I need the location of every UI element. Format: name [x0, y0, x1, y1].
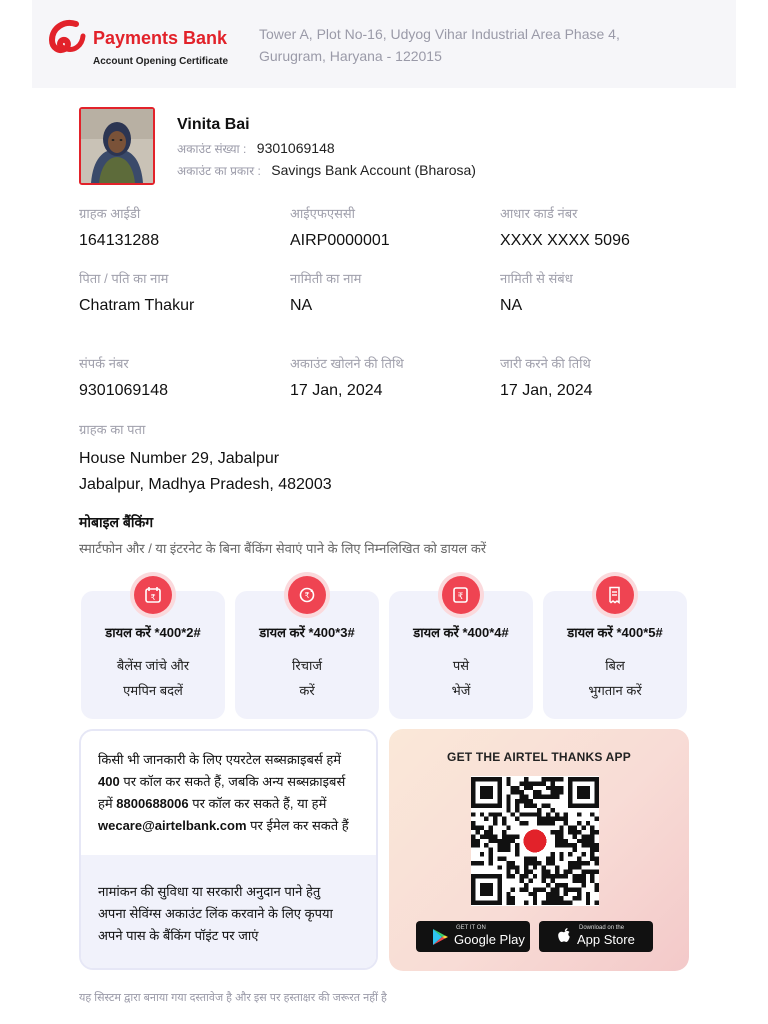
- father-label: पिता / पति का नाम: [79, 271, 169, 286]
- qr-code-icon[interactable]: [471, 776, 599, 906]
- open-date-value: 17 Jan, 2024: [290, 382, 383, 399]
- nominee-relation-value: NA: [500, 297, 523, 314]
- account-number-label: अकाउंट संख्या :: [177, 142, 247, 156]
- aadhaar-field: [500, 204, 630, 250]
- contact-info-box: [79, 729, 378, 970]
- account-type-row: [177, 162, 476, 180]
- certificate-title: Account Opening Certificate: [93, 56, 229, 67]
- ussd-dial-code: डायल करें *400*2#: [105, 625, 201, 640]
- calendar-rupee-icon: [134, 576, 172, 614]
- contact-field: [79, 354, 168, 400]
- ussd-description-line1: पसे: [452, 658, 470, 673]
- nomination-info-line2: अपना सेविंग्स अकाउंट लिंक करवाने के लिए कृपया: [98, 906, 333, 921]
- app-store-caption: Download on the: [579, 925, 625, 931]
- account-number: 9301069148: [256, 140, 335, 156]
- open-date-label: अकाउंट खोलने की तिथि: [290, 356, 404, 371]
- svg-text:₹: ₹: [150, 593, 156, 602]
- airtel-thanks-app-box: [389, 729, 689, 971]
- customer-id-field: [79, 204, 159, 250]
- svg-text:₹: ₹: [457, 592, 464, 602]
- ussd-description: [235, 653, 379, 703]
- contact-value: 9301069148: [79, 382, 168, 399]
- customer-address: [79, 446, 332, 498]
- contact-info-line4-text: पर ईमेल कर सकते हैं: [246, 818, 349, 833]
- ifsc-field: [290, 204, 390, 250]
- nominee-relation-label: नामिती से संबंध: [500, 271, 573, 286]
- ussd-description-line2: करें: [299, 683, 315, 698]
- nominee-value: NA: [290, 297, 313, 314]
- customer-portrait-image: [81, 109, 153, 183]
- ussd-description-line2: भेजें: [451, 683, 471, 698]
- contact-info-line3-text: पर कॉल कर सकते हैं, या हमें: [188, 796, 327, 811]
- contact-info-line4: [98, 815, 370, 837]
- customer-address-label: ग्राहक का पता: [79, 422, 146, 437]
- app-store-button[interactable]: [539, 921, 653, 952]
- google-play-icon: [432, 928, 449, 946]
- nomination-info-line1: नामांकन की सुविधा या सरकारी अनुदान पाने हेतु: [98, 884, 321, 899]
- customer-address-line2: Jabalpur, Madhya Pradesh, 482003: [79, 476, 332, 493]
- bank-address-line2: Gurugram, Haryana - 122015: [259, 48, 442, 64]
- customer-id-value: 164131288: [79, 232, 160, 249]
- issue-date-field: [500, 354, 593, 400]
- contact-info-line1: किसी भी जानकारी के लिए एयरटेल सब्सक्राइबर्स हमें: [98, 752, 342, 767]
- contact-info-line3: [98, 793, 370, 815]
- account-type-label: अकाउंट का प्रकार :: [177, 164, 261, 178]
- bank-address: [259, 23, 679, 67]
- ussd-dial-code: डायल करें *400*4#: [413, 625, 509, 640]
- system-generated-note: यह सिस्टम द्वारा बनाया गया दस्तावेज है और इस पर हस्ताक्षर की जरूरत नहीं है: [79, 992, 387, 1004]
- ifsc-value: AIRP0000001: [290, 232, 390, 249]
- nomination-info-text: [98, 881, 360, 947]
- mobile-banking-subtitle: स्मार्टफोन और / या इंटरनेट के बिना बैंकिंग सेवाएं पाने के लिए निम्नलिखित को डायल करें: [79, 541, 487, 556]
- ussd-description-line1: बिल: [605, 658, 625, 673]
- recharge-icon: [288, 576, 326, 614]
- contact-info-line2: [98, 771, 370, 793]
- ussd-description: [543, 653, 687, 703]
- ussd-card-balance: [81, 591, 225, 719]
- bank-address-line1: Tower A, Plot No-16, Udyog Vihar Industrial Area Phase 4,: [259, 26, 620, 42]
- issue-date-label: जारी करने की तिथि: [500, 356, 591, 371]
- ussd-description: [389, 653, 533, 703]
- father-value: Chatram Thakur: [79, 297, 195, 314]
- ussd-dial-code: डायल करें *400*5#: [567, 625, 663, 640]
- support-email[interactable]: wecare@airtelbank.com: [98, 818, 247, 833]
- ussd-description-line2: एमपिन बदलें: [123, 683, 183, 698]
- apple-icon: [557, 927, 572, 945]
- nominee-label: नामिती का नाम: [290, 271, 362, 286]
- contact-info-line2-text: पर कॉल कर सकते हैं, जबकि अन्य सब्सक्राइबर्स: [119, 774, 346, 789]
- ussd-description-line1: रिचार्ज: [292, 658, 322, 673]
- customer-address-field: [79, 420, 332, 498]
- contact-info-line3-prefix: हमें: [98, 796, 117, 811]
- issue-date-value: 17 Jan, 2024: [500, 382, 593, 399]
- customer-id-label: ग्राहक आईडी: [79, 206, 141, 221]
- aadhaar-label: आधार कार्ड नंबर: [500, 206, 578, 221]
- bill-icon: [596, 576, 634, 614]
- ussd-card-recharge: [235, 591, 379, 719]
- ussd-description-line2: भुगतान करें: [588, 683, 642, 698]
- nomination-info-section: [81, 855, 376, 968]
- contact-label: संपर्क नंबर: [79, 356, 129, 371]
- account-number-row: [177, 140, 335, 158]
- account-type: Savings Bank Account (Bharosa): [271, 162, 476, 178]
- customer-photo: [79, 107, 155, 185]
- ussd-card-send-money: [389, 591, 533, 719]
- brand-name: Payments Bank: [93, 28, 228, 48]
- customer-address-line1: House Number 29, Jabalpur: [79, 450, 280, 467]
- ussd-card-bill-payment: [543, 591, 687, 719]
- svg-text:₹: ₹: [304, 591, 310, 600]
- contact-info-text: [98, 749, 370, 837]
- send-money-icon: [442, 576, 480, 614]
- customer-name: Vinita Bai: [177, 116, 250, 133]
- open-date-field: [290, 354, 404, 400]
- google-play-caption: GET IT ON: [456, 925, 486, 931]
- airtel-helpline-number: 400: [98, 774, 120, 789]
- app-store-label: App Store: [577, 932, 635, 947]
- father-field: [79, 269, 194, 315]
- airtel-logo-icon: [46, 18, 88, 60]
- ussd-description-line1: बैलेंस जांचे और: [116, 658, 190, 673]
- nomination-info-line3: अपने पास के बैंकिंग पॉइंट पर जाएं: [98, 928, 259, 943]
- app-promo-title: GET THE AIRTEL THANKS APP: [447, 750, 631, 764]
- google-play-label: Google Play: [454, 932, 525, 947]
- ifsc-label: आईएफएससी: [290, 206, 356, 221]
- other-helpline-number: 8800688006: [116, 796, 189, 811]
- google-play-button[interactable]: [416, 921, 530, 952]
- aadhaar-value: XXXX XXXX 5096: [500, 232, 630, 249]
- ussd-dial-code: डायल करें *400*3#: [259, 625, 355, 640]
- nominee-relation-field: [500, 269, 573, 315]
- contact-info-section: [81, 731, 376, 855]
- mobile-banking-title: मोबाइल बैंकिंग: [79, 514, 154, 530]
- ussd-description: [81, 653, 225, 703]
- nominee-field: [290, 269, 361, 315]
